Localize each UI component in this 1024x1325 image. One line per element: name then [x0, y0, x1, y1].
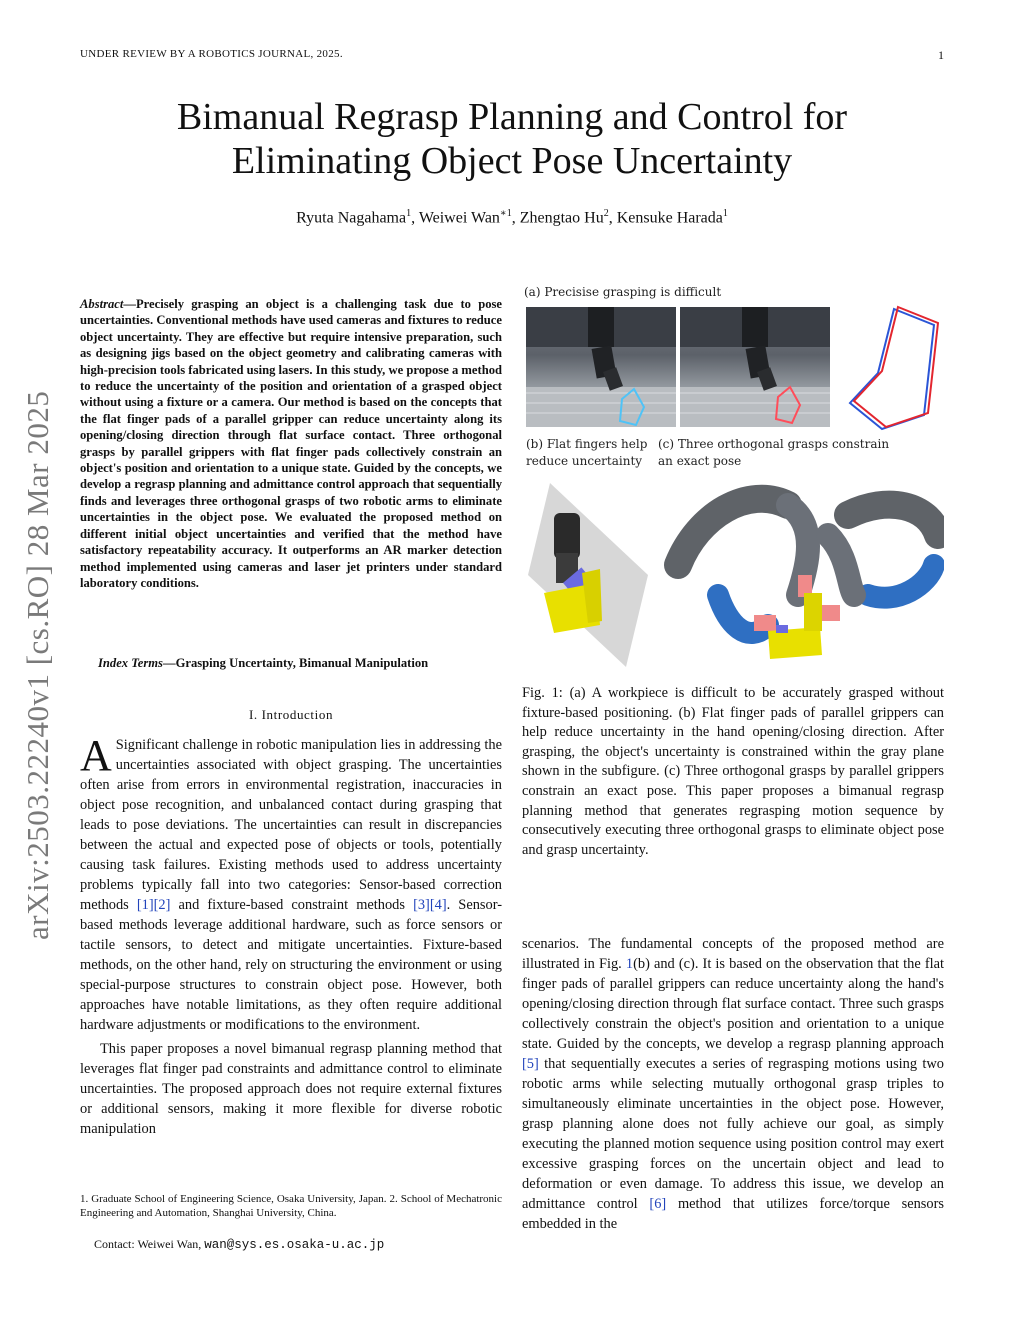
title-line-1: Bimanual Regrasp Planning and Control for — [176, 96, 848, 138]
section-heading-introduction: I. Introduction — [248, 707, 334, 722]
figure-label-c2: an exact pose — [658, 454, 742, 468]
author-affiliation: 1 — [722, 208, 728, 219]
figure-label-c1: (c) Three orthogonal grasps constrain — [658, 437, 890, 451]
citation-link[interactable]: [4] — [429, 897, 447, 913]
body-text: method that utilizes force/torque sensors embedded in the — [522, 1196, 944, 1232]
photo-grasp-red-drawing — [680, 307, 830, 427]
body-text: that sequentially executes a series of regrasping motions using two robotic arms while selecting mutually orthogonal grasp triples to simultaneously eliminate uncertainties in the object pose. However, grasp planning alone does not fully achieve our goal, as simply executing the planned motion sequence using position control may exert excessive grasping forces on the uncertain object and lead to deformation or even damage. To address this issue, we develop an admittance control — [522, 1056, 944, 1212]
figure-reference-link[interactable]: 1 — [625, 956, 634, 972]
abstract-label: Abstract — [80, 297, 124, 311]
paper-title — [0, 95, 1024, 183]
flat-finger-illustration — [526, 475, 652, 675]
contact-email[interactable]: wan@sys.es.osaka-u.ac.jp — [204, 1238, 385, 1252]
outline-comparison-diagram — [834, 303, 944, 433]
photo-grasp-red — [680, 307, 830, 427]
index-terms-label: Index Terms — [98, 656, 163, 670]
running-header: UNDER REVIEW BY A ROBOTICS JOURNAL, 2025. — [80, 48, 343, 60]
author-affiliation: 1 — [406, 208, 412, 219]
index-terms-text: —Grasping Uncertainty, Bimanual Manipulation — [162, 656, 429, 670]
author-list: Ryuta Nagahama$^1$, Weiwei Wan$^{∗1}$, Zhengtao Hu$^2$, Kensuke Harada$^1$ — [296, 208, 728, 227]
contact-label: Contact: Weiwei Wan, — [94, 1237, 205, 1251]
intro-text: and fixture-based constraint methods — [170, 897, 414, 913]
citation-link[interactable]: [2] — [153, 897, 171, 913]
arxiv-sidebar-stamp: arXiv:2503.22240v1 [cs.RO] 28 Mar 2025 — [20, 390, 55, 940]
drop-cap: A — [80, 731, 112, 780]
intro-text: Significant challenge in robotic manipulation lies in addressing the uncertainties associated with object grasping. The uncertainties often arise from errors in environmental registration, inaccuracies in object pose recognition, and unbalanced contact during grasping that leads to pose deviations. The uncertainties can result in discrepancies between the actual and expected pose of objects or tools, potentially causing task failures. Existing methods used to address uncertainty problems typically fall into two categories: Sensor-based correction methods — [80, 737, 502, 913]
index-terms — [80, 656, 502, 671]
citation-link[interactable]: [3] — [413, 897, 430, 913]
figure-1-caption: Fig. 1: (a) A workpiece is difficult to be accurately grasped without fixture-based positioning. (b) Flat finger pads of parallel grippers can help reduce uncertainty in the hand opening/closing direction. After grasping, the object's uncertainty is constrained within the gray plane shown in the subfigure. (c) Three orthogonal grasps by parallel grippers constrain an exact pose. This paper proposes a bimanual regrasp planning method that generates regrasping motion sequence by consecutively executing three orthogonal grasps to eliminate object pose and grasp uncertainty. — [522, 685, 944, 858]
figure-label-b2: reduce uncertainty — [526, 454, 643, 468]
abstract-text: —Precisely grasping an object is a challenging task due to pose uncertainties. Conventional methods have used cameras and fixtures to reduce object uncertainty. They are effective but require intensive preparation, such as designing jigs based on the object geometry and calibrating cameras with high-precision tools fabricated using lasers. In this study, we propose a method to reduce the uncertainty of the position and orientation of a grasped object without using a fixture or a camera. Our method is based on the concepts that the flat finger pads of a parallel gripper can reduce uncertainty along its opening/closing direction through flat surface contact. Three orthogonal grasps by parallel grippers with flat finger pads collectively constrain an object's position and orientation to a unique state. Guided by the concepts, we develop a regrasp planning and admittance control approach that sequentially finds and leverages three orthogonal grasps of two robotic arms to eliminate uncertainties in the object pose. We evaluated the proposed method on different initial object uncertainties and verified that the method have satisfactory repeatability accuracy. It outperforms an AR marker detection method implemented using cameras and laser jet printers under standard laboratory conditions. — [80, 297, 502, 590]
author-name: Ryuta Nagahama — [296, 209, 407, 227]
author-name: Kensuke Harada — [616, 209, 723, 227]
right-column-body — [522, 934, 944, 1234]
footnote-affiliations: 1. Graduate School of Engineering Science, Osaka University, Japan. 2. School of Mechatronic Engineering and Automation, Shanghai University, China. — [80, 1193, 502, 1219]
body-text: (b) and (c). It is based on the observation that the flat finger pads of parallel grippers can reduce uncertainty along the hand's opening/closing direction through flat surface contact. Three such grasps collectively constrain the object's position and orientation to a unique state. Guided by the concepts, we develop a regrasp planning approach — [522, 956, 944, 1052]
author-name: Weiwei Wan — [418, 209, 500, 227]
abstract — [80, 296, 502, 591]
author-name: Zhengtao Hu — [519, 209, 604, 227]
citation-link[interactable]: [6] — [649, 1196, 667, 1212]
photo-grasp-blue — [526, 307, 676, 427]
figure-label-b1: (b) Flat fingers help — [526, 437, 648, 451]
citation-link[interactable]: [1] — [136, 897, 154, 913]
dual-arm-robot-illustration — [658, 475, 944, 683]
body-text: scenarios. The fundamental concepts of the proposed method are illustrated in Fig. — [522, 936, 944, 972]
figure-1 — [522, 283, 944, 683]
citation-link[interactable]: [5] — [522, 1056, 539, 1072]
intro-paragraph-2: This paper proposes a novel bimanual regrasp planning method that leverages flat finger pad constraints and admittance control to eliminate uncertainties. The proposed approach does not require external fixtures or additional sensors, making it more flexible for diverse robotic manipulation — [80, 1041, 502, 1137]
title-line-2: Eliminating Object Pose Uncertainty — [231, 140, 793, 182]
page-number: 1 — [938, 48, 944, 62]
author-affiliation: ∗1 — [499, 208, 512, 219]
intro-text: . Sensor-based methods leverage additional hardware, such as force sensors or tactile sensors, to detect and mitigate uncertainties. Fixture-based methods, on the other hand, rely on structuring the environment or using special-purpose structures to constrain object pose. However, both approaches have notable limitations, as they often require additional hardware adjustments or modifications to the environment. — [80, 897, 502, 1033]
introduction-body — [80, 731, 502, 1153]
intro-paragraph-1 — [80, 731, 502, 1035]
figure-label-a: (a) Precisise grasping is difficult — [524, 285, 722, 299]
photo-grasp-blue-drawing — [526, 307, 676, 427]
footnote-contact — [80, 1237, 516, 1252]
author-affiliation: 2 — [603, 208, 609, 219]
